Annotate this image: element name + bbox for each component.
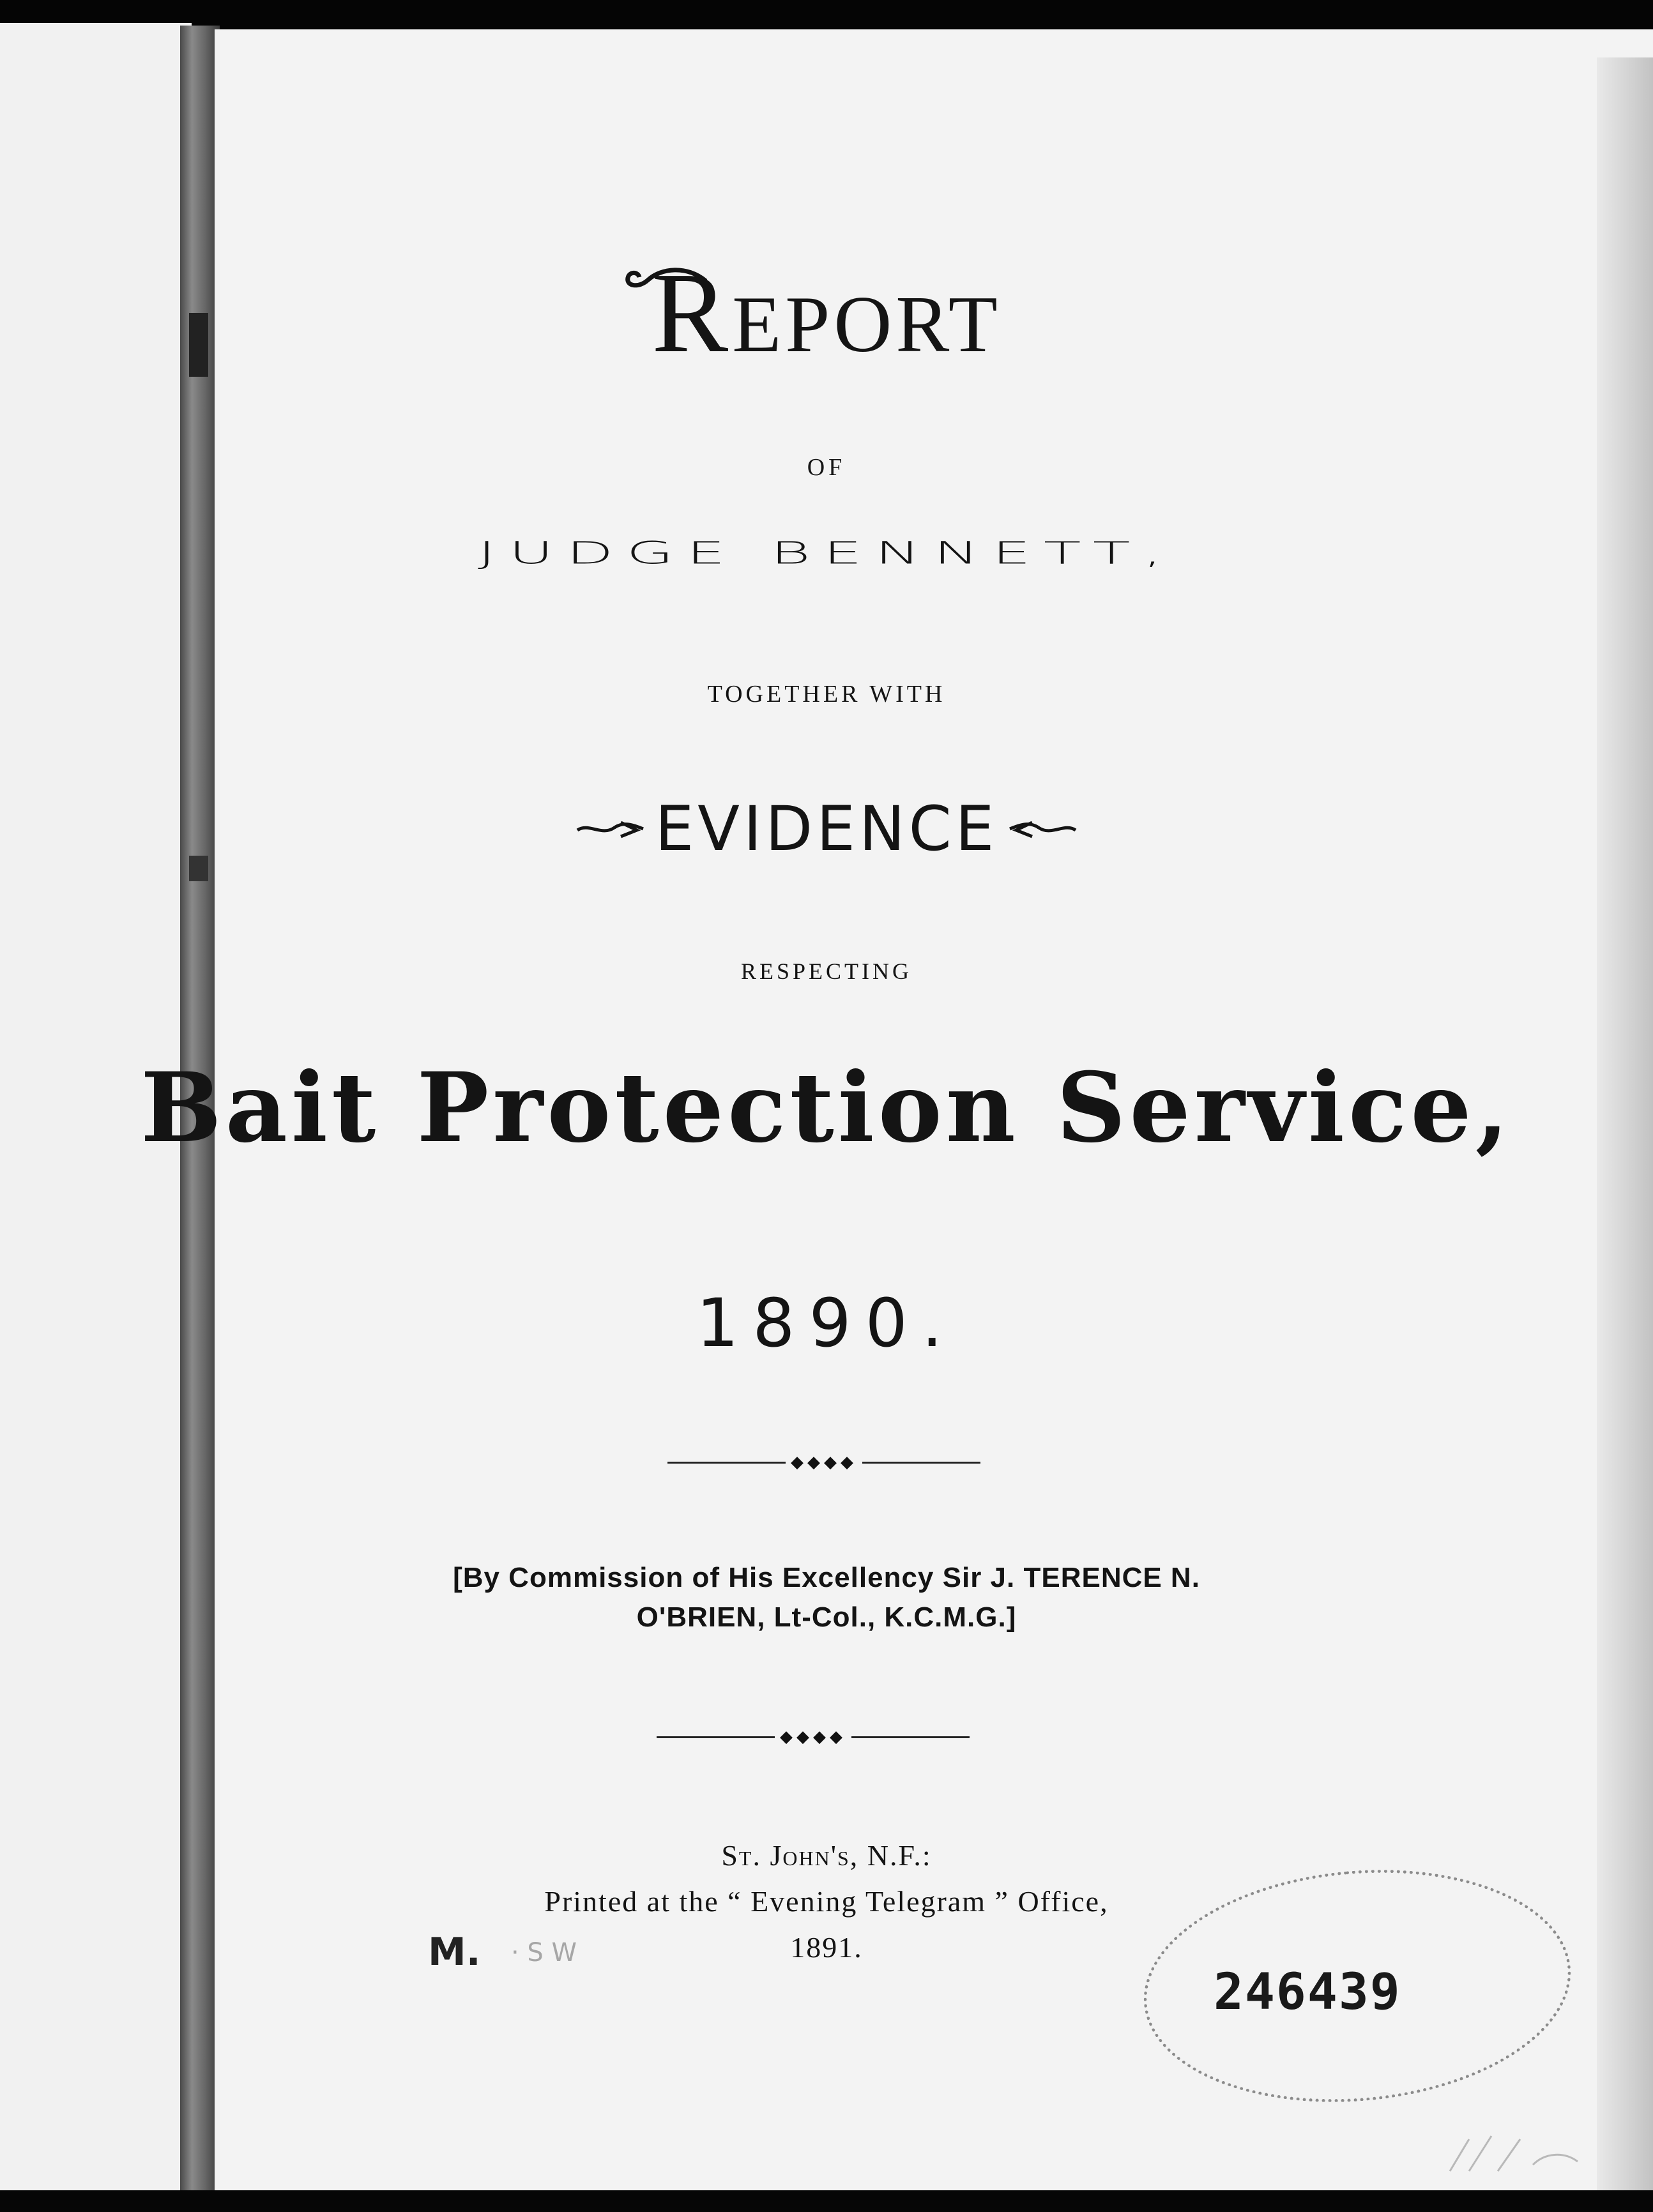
evidence-heading: EVIDENCE [655, 793, 998, 865]
accession-number: 246439 [1214, 1964, 1401, 2021]
commission-note [0, 1558, 1653, 1637]
evidence-heading-row [0, 793, 1653, 865]
scan-top-border [0, 0, 1653, 28]
imprint-year: 1891. [790, 1931, 863, 1964]
author-heading: JUDGE BENNETT, [478, 535, 1175, 571]
year-heading: 1890. [696, 1284, 957, 1362]
imprint-city: St. John's, N.F.: [721, 1839, 932, 1872]
ornamental-rule: ◆◆◆◆ [657, 1724, 970, 1750]
shelfmark-stamp: M. [428, 1930, 481, 1974]
pencil-marks [1444, 2126, 1584, 2178]
commission-line: O'BRIEN, Lt-Col., K.C.M.G.] [636, 1602, 1017, 1633]
commission-line: [By Commission of His Excellency Sir J. TERENCE N. [453, 1562, 1200, 1593]
of-text: OF [807, 454, 846, 481]
left-flourish-icon [576, 816, 646, 842]
faint-stamp: · S W [511, 1938, 577, 1967]
gutter-mark [189, 856, 208, 881]
scan-bottom-border [0, 2190, 1653, 2212]
ornamental-rule: ◆◆◆◆ [667, 1450, 980, 1475]
together-with-text: TOGETHER WITH [707, 681, 946, 708]
subject-heading: Bait Protection Service, [141, 1052, 1512, 1164]
right-flourish-icon [1007, 816, 1077, 842]
report-heading: Report [651, 249, 1002, 376]
imprint-printer: Printed at the “ Evening Telegram ” Office, [544, 1885, 1109, 1918]
respecting-text: RESPECTING [740, 958, 913, 984]
